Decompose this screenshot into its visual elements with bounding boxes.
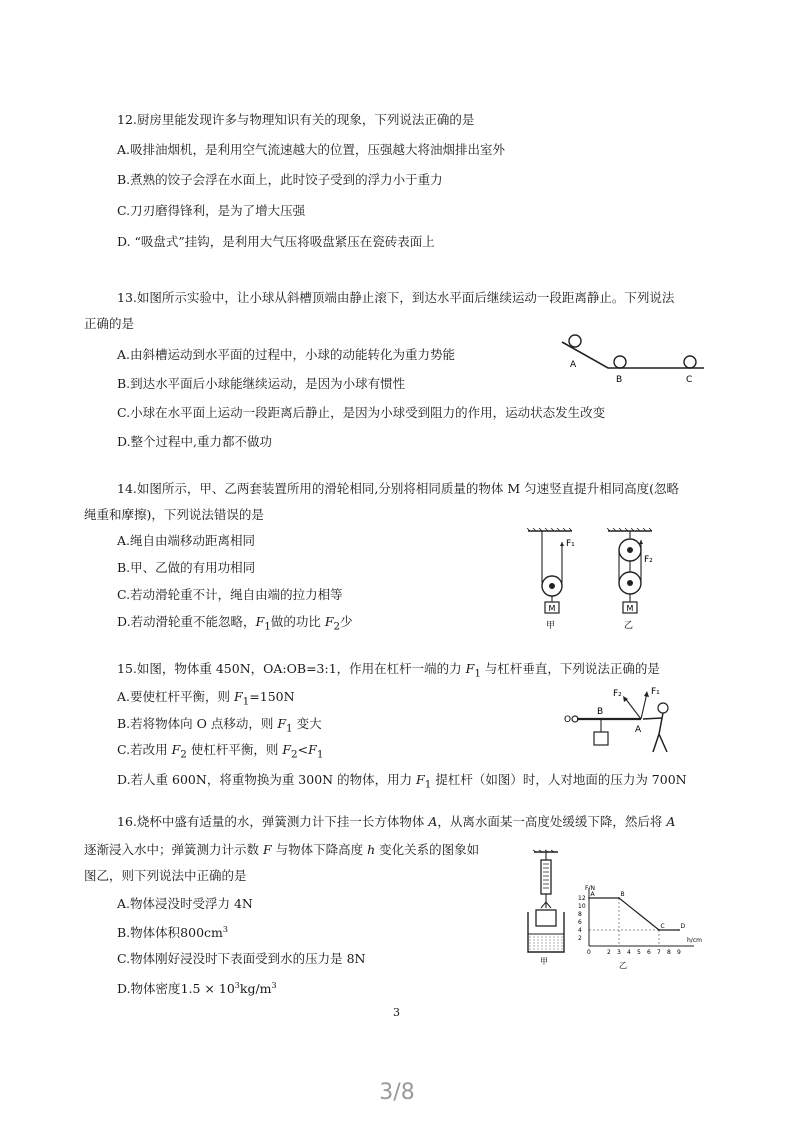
svg-text:F₁: F₁ bbox=[651, 687, 660, 697]
q16-option-b: B.物体体积$800cm^3$ bbox=[117, 925, 228, 941]
q13-slope-figure bbox=[560, 330, 710, 385]
q16-stem-line1: 16.烧杯中盛有适量的水，弹簧测力计下挂一长方体物体 A，从离水面某一高度处缓缓下降，然后将 A bbox=[117, 814, 676, 829]
label-jia: 甲 bbox=[540, 957, 548, 966]
label-c: C bbox=[686, 375, 693, 385]
q13-option-d: D.整个过程中,重力都不做功 bbox=[117, 434, 273, 449]
q12-option-b: B.煮熟的饺子会浮在水面上，此时饺子受到的浮力小于重力 bbox=[117, 172, 443, 187]
q14-option-a: A.绳自由端移动距离相同 bbox=[117, 533, 256, 548]
page-indicator: 3/8 bbox=[379, 1080, 415, 1105]
q13-stem-line2: 正确的是 bbox=[84, 316, 135, 331]
y-tick-label: 6 bbox=[578, 919, 582, 926]
label-yi: 乙 bbox=[624, 621, 634, 631]
q16-stem-line3: 图乙，则下列说法中正确的是 bbox=[84, 868, 247, 883]
svg-text:M: M bbox=[548, 604, 556, 613]
svg-text:A: A bbox=[635, 725, 642, 735]
q15-option-b: B.若将物体向 O 点移动，则 $F_1$ 变大 bbox=[117, 716, 322, 735]
x-tick-label: 5 bbox=[637, 949, 641, 956]
svg-text:F₂: F₂ bbox=[613, 689, 622, 699]
series-line bbox=[589, 898, 679, 930]
ball-b bbox=[614, 356, 626, 368]
q15-option-a: A.要使杠杆平衡，则 $F_1=150N$ bbox=[117, 689, 295, 708]
point-label-b: B bbox=[620, 891, 625, 898]
x-axis-label: h/cm bbox=[687, 937, 702, 944]
point-label-d: D bbox=[680, 923, 686, 930]
x-tick-label: 0 bbox=[587, 949, 591, 956]
q16-option-a: A.物体浸没时受浮力 4N bbox=[117, 896, 253, 911]
x-tick-label: 4 bbox=[627, 949, 631, 956]
label-b: B bbox=[616, 375, 623, 385]
block-a bbox=[536, 910, 556, 926]
q13-option-a: A.由斜槽运动到水平面的过程中，小球的动能转化为重力势能 bbox=[117, 347, 456, 362]
q13-stem-line1: 13.如图所示实验中，让小球从斜槽顶端由静止滚下，到达水平面后继续运动一段距离静止。下列说法 bbox=[117, 290, 675, 305]
y-axis-label: F/N bbox=[585, 885, 595, 892]
q13-option-c: C.小球在水平面上运动一段距离后静止，是因为小球受到阻力的作用，运动状态发生改变 bbox=[117, 405, 606, 420]
x-tick-label: 7 bbox=[657, 949, 661, 956]
x-tick-label: 9 bbox=[677, 949, 681, 956]
svg-text:M: M bbox=[626, 604, 634, 613]
ball-c bbox=[684, 356, 696, 368]
x-tick-label: 8 bbox=[667, 949, 671, 956]
svg-text:B: B bbox=[597, 707, 604, 717]
q15-stem: 15.如图，物体重 450N，OA:OB=3:1，作用在杠杆一端的力 $F_1$ 与杠杆垂直，下列说法正确的是 bbox=[117, 661, 660, 680]
q16-option-c: C.物体刚好浸没时下表面受到水的压力是 8N bbox=[117, 951, 366, 966]
label-f2: F₂ bbox=[644, 555, 653, 565]
q14-option-d: D.若动滑轮重不能忽略，$F_1$做的功比 $F_2$少 bbox=[117, 614, 353, 633]
q16-graph-figure bbox=[573, 884, 702, 970]
label-jia: 甲 bbox=[546, 621, 556, 631]
svg-text:O: O bbox=[564, 715, 572, 725]
label-a: A bbox=[570, 360, 577, 370]
x-tick-label: 2 bbox=[607, 949, 611, 956]
hanging-object bbox=[594, 732, 608, 745]
point-label-c: C bbox=[660, 923, 665, 930]
page-number: 3 bbox=[393, 1006, 400, 1019]
q12-option-d: D. “吸盘式”挂钩，是利用大气压将吸盘紧压在瓷砖表面上 bbox=[117, 234, 435, 249]
ball-a bbox=[569, 335, 581, 347]
y-tick-label: 2 bbox=[578, 935, 582, 942]
x-tick-label: 3 bbox=[617, 949, 621, 956]
q15-lever-figure bbox=[563, 686, 683, 756]
q16-option-d: D.物体密度$1.5 \times 10^3kg/m^3$ bbox=[117, 981, 277, 997]
label-f1: F₁ bbox=[566, 539, 575, 549]
label-yi: 乙 bbox=[619, 961, 627, 970]
q16-stem-line2: 逐渐浸入水中；弹簧测力计示数 F 与物体下降高度 h 变化关系的图象如 bbox=[84, 842, 480, 857]
y-tick-label: 10 bbox=[578, 903, 586, 910]
y-tick-label: 8 bbox=[578, 911, 582, 918]
y-tick-label: 12 bbox=[578, 895, 586, 902]
q14-option-b: B.甲、乙做的有用功相同 bbox=[117, 560, 256, 575]
q12-stem: 12.厨房里能发现许多与物理知识有关的现象，下列说法正确的是 bbox=[117, 112, 475, 127]
q14-stem-line2: 绳重和摩擦)，下列说法错误的是 bbox=[84, 507, 264, 522]
q14-pulley-figure bbox=[520, 528, 670, 633]
q15-option-c: C.若改用 $F_2$ 使杠杆平衡，则 $F_2<F_1$ bbox=[117, 742, 324, 761]
q12-option-c: C.刀刃磨得锋利，是为了增大压强 bbox=[117, 203, 306, 218]
q12-option-a: A.吸排油烟机，是利用空气流速越大的位置，压强越大将油烟排出室外 bbox=[117, 142, 506, 157]
y-tick-label: 4 bbox=[578, 927, 582, 934]
q13-option-b: B.到达水平面后小球能继续运动，是因为小球有惯性 bbox=[117, 376, 406, 391]
x-tick-label: 6 bbox=[647, 949, 651, 956]
q14-option-c: C.若动滑轮重不计，绳自由端的拉力相等 bbox=[117, 587, 343, 602]
point-label-a: A bbox=[590, 891, 595, 898]
spring-scale bbox=[541, 860, 551, 894]
q14-stem-line1: 14.如图所示，甲、乙两套装置所用的滑轮相同,分别将相同质量的物体 M 匀速竖直提升相同高度(忽略 bbox=[117, 481, 679, 496]
q15-option-d: D.若人重 600N，将重物换为重 300N 的物体，用力 $F_1$ 提杠杆（如图）时，人对地面的压力为 700N bbox=[117, 772, 687, 791]
person-body bbox=[643, 713, 667, 752]
q16-beaker-figure bbox=[522, 850, 570, 968]
person-head bbox=[658, 703, 668, 713]
